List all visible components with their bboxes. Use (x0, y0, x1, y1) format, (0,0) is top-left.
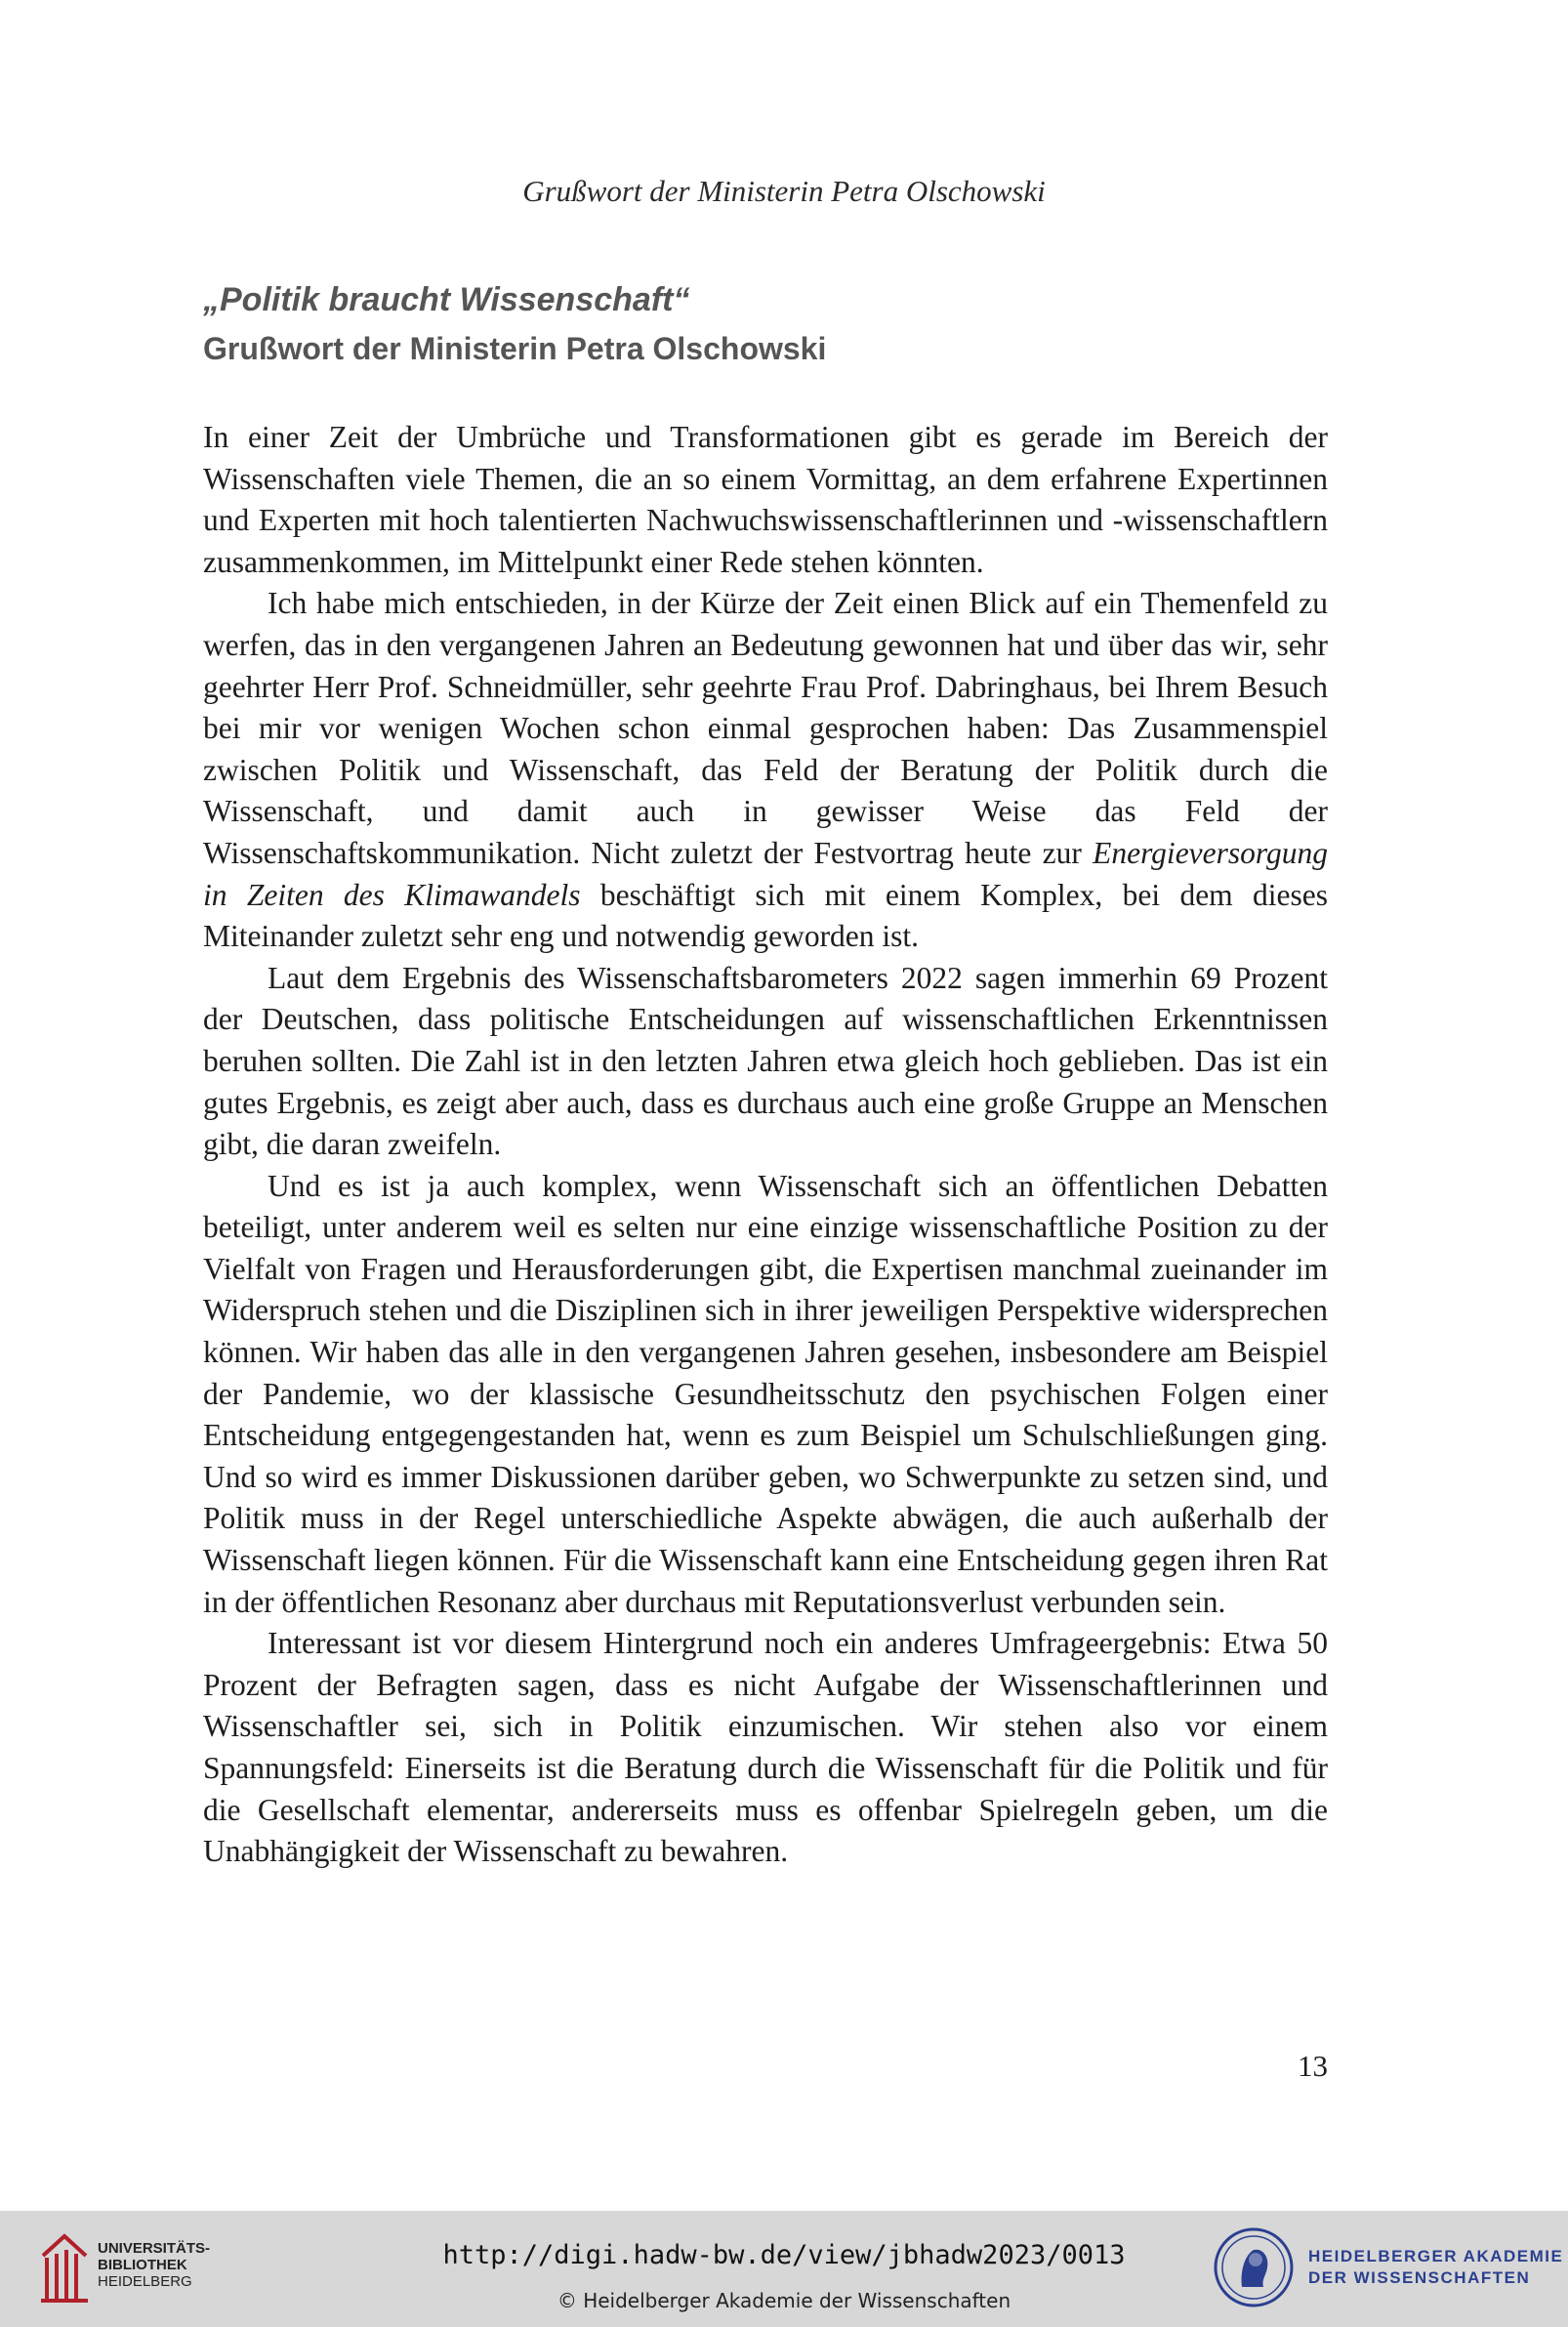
paragraph-2-italic-title: Energieversorgung in Zeiten des Klimawandels (203, 835, 1328, 912)
source-url-link[interactable]: http://digi.hadw-bw.de/view/jbhadw2023/0013 (442, 2240, 1126, 2270)
library-name-line2: BIBLIOTHEK (98, 2257, 187, 2273)
paragraph-1: In einer Zeit der Umbrüche und Transformationen gibt es gerade im Bereich der Wissenschaften viele Themen, die an so einem Vormittag, an dem erfahrene Expertinnen und Experten mit hoch talentierten Nachwuchswissenschaftlerinnen und -wissenschaftlern zusammenkommen, im Mittelpunkt einer Rede stehen könnten. (203, 420, 1328, 579)
running-head: Grußwort der Ministerin Petra Olschowski (522, 174, 1046, 208)
academy-name-line1: HEIDELBERGER AKADEMIE (1308, 2247, 1564, 2265)
page-subtitle: Grußwort der Ministerin Petra Olschowski (203, 331, 827, 366)
paragraph-5: Interessant ist vor diesem Hintergrund noch ein anderes Umfrageergebnis: Etwa 50 Prozent der Befragten sagen, dass es nicht Aufgabe der Wissenschaftlerinnen und Wissenschaftler sei, sich in Politik einzumischen. Wir stehen also vor einem Spannungsfeld: Einerseits ist die Beratung durch die Wissenschaft für die Politik und für die Gesellschaft elementar, andererseits muss es offenbar Spielregeln geben, um die Unabhängigkeit der Wissenschaft zu bewahren. (203, 1626, 1328, 1869)
page-title: „Politik braucht Wissenschaft“ (203, 281, 690, 318)
body-text (203, 417, 1328, 1873)
copyright-notice: © Heidelberger Akademie der Wissenschaften (557, 2289, 1011, 2312)
library-name-line3: HEIDELBERG (98, 2273, 192, 2290)
paragraph-2 (203, 583, 1328, 957)
paragraph-4: Und es ist ja auch komplex, wenn Wissenschaft sich an öffentlichen Debatten beteiligt, unter anderem weil es selten nur eine einzige wissenschaftliche Position zu der Vielfalt von Fragen und Herausforderungen gibt, die Expertisen manchmal zueinander im Widerspruch stehen und die Disziplinen sich in ihrer jeweiligen Perspektive widersprechen können. Wir haben das alle in den vergangenen Jahren gesehen, insbesondere am Beispiel der Pandemie, wo der klassische Gesundheitsschutz den psychischen Folgen einer Entscheidung entgegengestanden hat, wenn es zum Beispiel um Schulschließungen ging. Und so wird es immer Diskussionen darüber geben, wo Schwerpunkte zu setzen sind, und Politik muss in der Regel unterschiedliche Aspekte abwägen, die auch außerhalb der Wissenschaft liegen können. Für die Wissenschaft kann eine Entscheidung gegen ihren Rat in der öffentlichen Resonanz aber durchaus mit Reputationsverlust verbunden sein. (203, 1168, 1328, 1619)
page-number: 13 (1298, 2049, 1328, 2083)
paragraph-2-text-b: beschäftigt sich mit einem Komplex, bei dem dieses Miteinander zuletzt sehr eng und notwendig geworden ist. (203, 877, 1328, 954)
academy-name-line2: DER WISSENSCHAFTEN (1308, 2268, 1531, 2287)
title-block (203, 275, 1326, 373)
footer-bar (0, 2211, 1568, 2327)
library-name-line1: UNIVERSITÄTS- (98, 2240, 211, 2257)
academy-name (1308, 2246, 1563, 2289)
academy-seal-icon (1213, 2226, 1295, 2308)
paragraph-3: Laut dem Ergebnis des Wissenschaftsbarometers 2022 sagen immerhin 69 Prozent der Deutschen, dass politische Entscheidungen auf wissenschaftlichen Erkenntnissen beruhen sollten. Die Zahl ist in den letzten Jahren etwa gleich hoch geblieben. Das ist ein gutes Ergebnis, es zeigt aber auch, dass es durchaus auch eine große Gruppe an Menschen gibt, die daran zweifeln. (203, 960, 1328, 1162)
paragraph-2-text-a: Ich habe mich entschieden, in der Kürze der Zeit einen Blick auf ein Themenfeld zu werfen, das in den vergangenen Jahren an Bedeutung gewonnen hat und über das wir, sehr geehrter Herr Prof. Schneidmüller, sehr geehrte Frau Prof. Dabringhaus, bei Ihrem Besuch bei mir vor wenigen Wochen schon einmal gesprochen haben: Das Zusammenspiel zwischen Politik und Wissenschaft, das Feld der Beratung der Politik durch die Wissenschaft, und damit auch in gewisser Weise das Feld der Wissenschaftskommunikation. Nicht zuletzt der Festvortrag heute zur (203, 586, 1328, 870)
